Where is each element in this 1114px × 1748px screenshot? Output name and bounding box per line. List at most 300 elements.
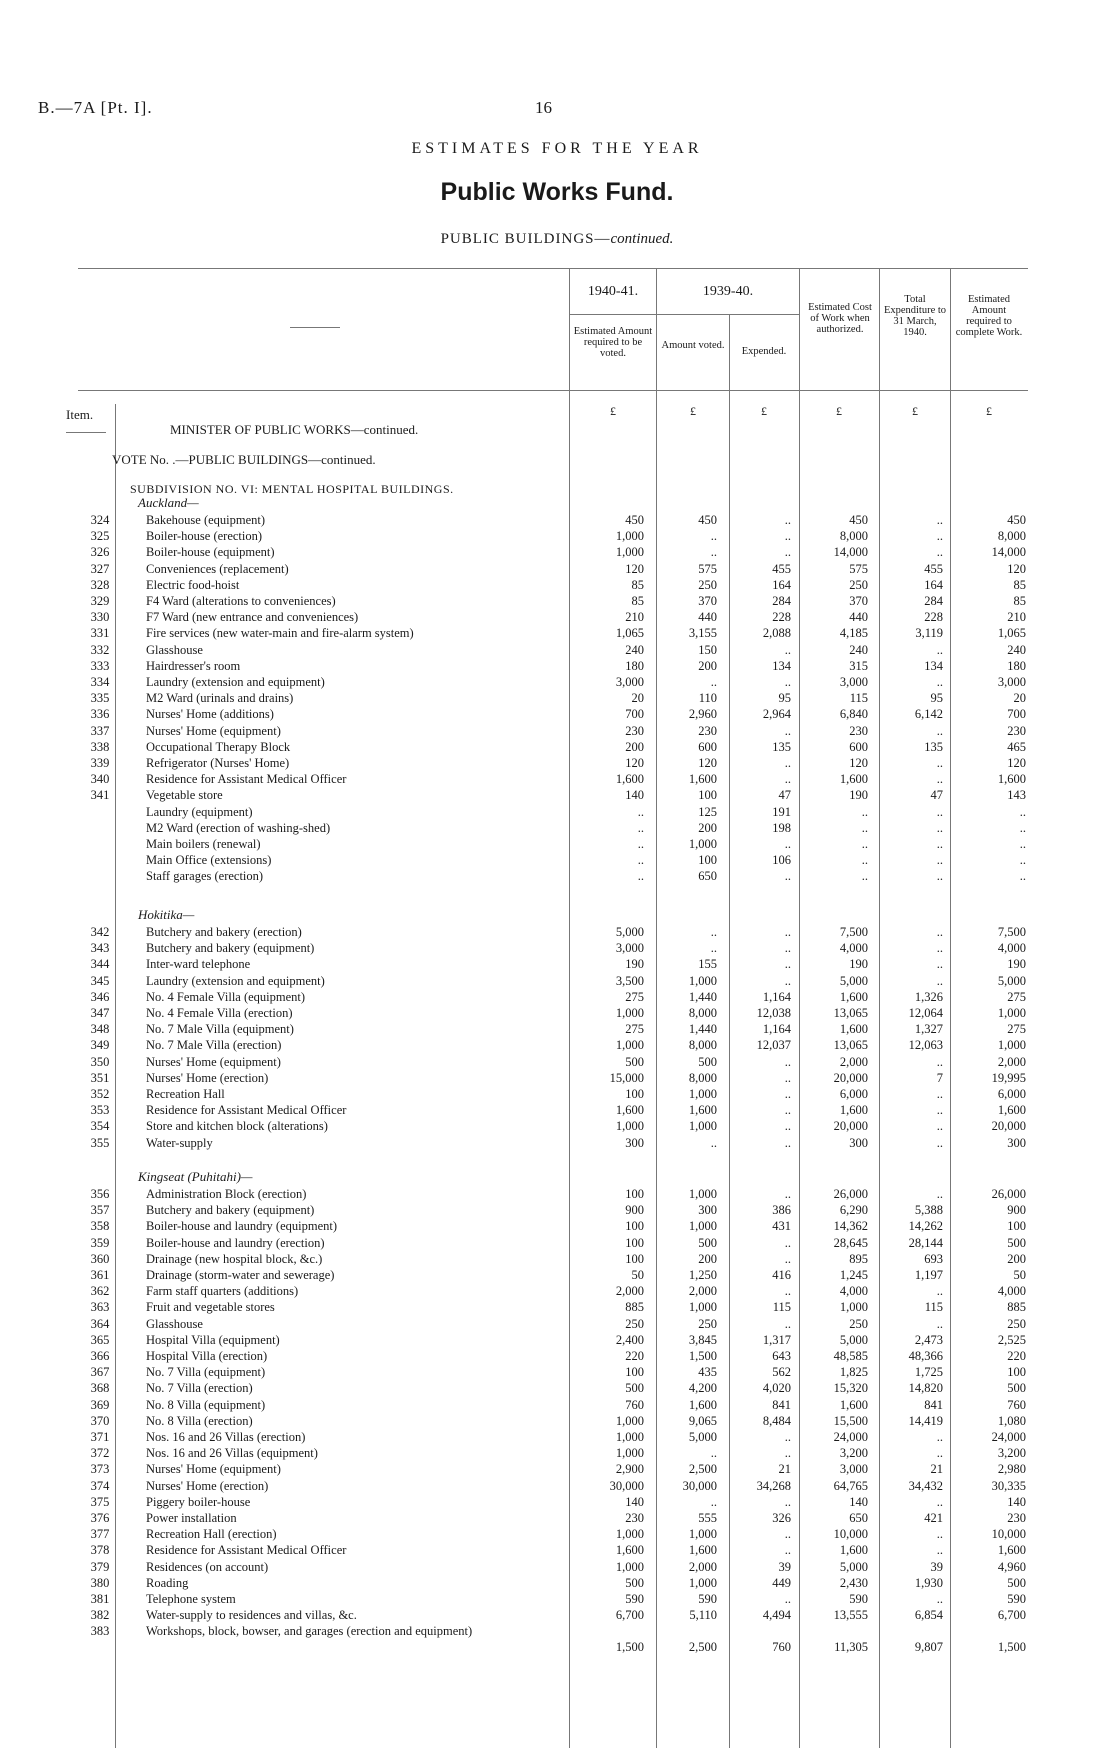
item-description: Water-supply bbox=[146, 1135, 213, 1150]
estimated-cost-cell: 14,362 bbox=[833, 1219, 868, 1234]
item-description: Hairdresser's room bbox=[146, 658, 241, 673]
item-number: 337 bbox=[90, 723, 110, 738]
estimated-cost-cell: 1,600 bbox=[839, 1543, 868, 1558]
estimated-amount-cell: 1,600 bbox=[615, 1543, 644, 1558]
total-expenditure-cell: .. bbox=[936, 804, 943, 819]
expended-cell: 1,164 bbox=[762, 1022, 791, 1037]
expended-cell: .. bbox=[784, 1087, 791, 1101]
table-row bbox=[0, 805, 1114, 821]
estimated-cost-cell: 20,000 bbox=[833, 1070, 868, 1085]
document-reference: B.—7A [Pt. I]. bbox=[38, 98, 153, 117]
table-row bbox=[0, 1055, 1114, 1071]
item-description: Hospital Villa (equipment) bbox=[146, 1332, 280, 1347]
item-description: Nos. 16 and 26 Villas (erection) bbox=[146, 1430, 306, 1444]
total-expenditure-cell: .. bbox=[936, 1284, 943, 1299]
estimated-complete-cell: 85 bbox=[1013, 577, 1026, 592]
table-row bbox=[0, 1430, 1114, 1446]
item-description: Telephone system bbox=[146, 1592, 236, 1606]
estimated-amount-cell: 6,700 bbox=[615, 1608, 644, 1623]
estimated-amount-cell: 700 bbox=[625, 707, 644, 722]
estimated-cost-cell: 28,645 bbox=[833, 1235, 868, 1250]
estimated-complete-cell: 590 bbox=[1007, 1592, 1026, 1606]
table-row bbox=[0, 821, 1114, 837]
estimated-cost-cell: 5,000 bbox=[839, 1559, 868, 1574]
amount-voted-cell: 125 bbox=[698, 804, 717, 819]
total-expenditure-cell: 693 bbox=[924, 1251, 943, 1266]
amount-voted-cell: 1,250 bbox=[688, 1268, 717, 1282]
estimated-amount-cell: 85 bbox=[631, 594, 644, 608]
estimated-amount-cell: 15,000 bbox=[609, 1070, 644, 1085]
estimated-amount-cell: 900 bbox=[625, 1203, 644, 1218]
item-description: F4 Ward (alterations to conveniences) bbox=[146, 594, 336, 608]
expended-cell: 386 bbox=[772, 1203, 791, 1218]
estimated-amount-cell: 220 bbox=[625, 1349, 644, 1363]
estimated-cost-cell: 5,000 bbox=[839, 1332, 868, 1347]
table-row bbox=[0, 1381, 1114, 1397]
estimated-cost-cell: 250 bbox=[849, 577, 868, 592]
estimated-cost-cell: 5,000 bbox=[839, 973, 868, 988]
amount-voted-cell: 600 bbox=[698, 739, 717, 754]
estimated-complete-cell: 1,600 bbox=[997, 772, 1026, 787]
estimated-amount-cell: 2,000 bbox=[615, 1284, 644, 1299]
item-description: Boiler-house and laundry (equipment) bbox=[146, 1219, 338, 1234]
section-title bbox=[0, 231, 1114, 248]
item-description: Nurses' Home (equipment) bbox=[146, 1462, 281, 1477]
total-expenditure-cell: .. bbox=[936, 957, 943, 972]
total-expenditure-cell: .. bbox=[936, 1103, 943, 1118]
expended-cell: .. bbox=[784, 529, 791, 544]
amount-voted-cell: 230 bbox=[698, 723, 717, 738]
estimated-cost-cell: 895 bbox=[849, 1251, 868, 1266]
table-row bbox=[0, 545, 1114, 561]
vote-heading: VOTE No. .—PUBLIC BUILDINGS—continued. bbox=[112, 452, 376, 467]
item-description: Residence for Assistant Medical Officer bbox=[146, 1543, 347, 1558]
estimated-amount-cell: 230 bbox=[625, 1511, 644, 1525]
group-heading: Hokitika— bbox=[138, 907, 195, 922]
estimated-cost-cell: 2,000 bbox=[839, 1054, 868, 1069]
expended-cell: .. bbox=[784, 1284, 791, 1299]
total-expenditure-cell: .. bbox=[936, 545, 943, 560]
item-description: Glasshouse bbox=[146, 642, 203, 657]
estimated-amount-cell: 1,000 bbox=[615, 1006, 644, 1020]
item-number: 332 bbox=[90, 642, 110, 657]
expended-cell: .. bbox=[784, 1446, 791, 1461]
table-row bbox=[0, 1462, 1114, 1478]
estimated-amount-cell: 760 bbox=[625, 1397, 644, 1412]
estimated-amount-cell: 140 bbox=[625, 1494, 644, 1509]
expended-cell: 2,088 bbox=[762, 626, 791, 641]
total-expenditure-cell: .. bbox=[936, 675, 943, 689]
table-row bbox=[0, 1414, 1114, 1430]
table-row bbox=[0, 643, 1114, 659]
total-expenditure-cell: .. bbox=[936, 1527, 943, 1542]
expended-cell: 47 bbox=[778, 788, 791, 803]
amount-voted-cell: .. bbox=[710, 925, 717, 939]
pound-sign: £ bbox=[912, 404, 918, 418]
group-heading: Kingseat (Puhitahi)— bbox=[138, 1169, 253, 1184]
item-number: 370 bbox=[90, 1413, 110, 1428]
item-number: 331 bbox=[90, 626, 110, 641]
item-description: Drainage (storm-water and sewerage) bbox=[146, 1268, 335, 1282]
amount-voted-cell: .. bbox=[710, 529, 717, 544]
estimated-complete-cell: 465 bbox=[1007, 739, 1026, 754]
item-description: No. 4 Female Villa (equipment) bbox=[146, 989, 306, 1004]
expended-cell: .. bbox=[784, 1235, 791, 1250]
item-number: 362 bbox=[90, 1284, 110, 1299]
item-number: 360 bbox=[90, 1251, 110, 1266]
estimated-cost-cell: 1,825 bbox=[839, 1365, 868, 1380]
table-row bbox=[0, 925, 1114, 941]
estimated-complete-cell: 3,000 bbox=[997, 675, 1026, 689]
expended-cell: 198 bbox=[772, 820, 791, 835]
total-expenditure-cell: 1,197 bbox=[914, 1268, 943, 1282]
year-1940-rule bbox=[570, 314, 656, 315]
item-description: M2 Ward (urinals and drains) bbox=[146, 691, 294, 706]
expended-cell: .. bbox=[784, 941, 791, 956]
item-description: Recreation Hall (erection) bbox=[146, 1527, 277, 1542]
estimated-amount-cell: 120 bbox=[625, 756, 644, 770]
table-row bbox=[0, 1136, 1114, 1152]
estimated-complete-cell: 230 bbox=[1007, 1511, 1026, 1525]
total-expenditure-cell: .. bbox=[936, 529, 943, 544]
estimated-cost-cell: 8,000 bbox=[839, 529, 868, 544]
amount-voted-cell: 1,440 bbox=[688, 1022, 717, 1037]
total-expenditure-cell: 7 bbox=[936, 1070, 943, 1085]
estimated-amount-cell: 1,000 bbox=[615, 545, 644, 560]
estimated-cost-cell: 48,585 bbox=[833, 1349, 868, 1363]
estimated-cost-cell: 1,600 bbox=[839, 1022, 868, 1037]
item-number: 363 bbox=[90, 1300, 110, 1315]
total-expenditure-cell: .. bbox=[936, 772, 943, 787]
table-row bbox=[0, 1071, 1114, 1087]
table-row bbox=[0, 724, 1114, 740]
estimated-cost-cell: 24,000 bbox=[833, 1430, 868, 1444]
estimated-complete-cell: 26,000 bbox=[991, 1187, 1026, 1201]
estimated-cost-cell: 590 bbox=[849, 1592, 868, 1606]
amount-voted-cell: .. bbox=[710, 545, 717, 560]
amount-voted-cell: 5,110 bbox=[689, 1608, 717, 1623]
item-description: Recreation Hall bbox=[146, 1087, 225, 1101]
table-row bbox=[0, 594, 1114, 610]
estimated-complete-cell: 300 bbox=[1007, 1135, 1026, 1150]
estimated-cost-cell: 1,600 bbox=[839, 772, 868, 787]
item-number: 330 bbox=[90, 610, 110, 625]
total-expenditure-cell: .. bbox=[936, 1430, 943, 1444]
pound-sign: £ bbox=[610, 404, 616, 418]
table-row bbox=[0, 1365, 1114, 1381]
estimated-amount-cell: 210 bbox=[625, 610, 644, 625]
expended-cell: .. bbox=[784, 723, 791, 738]
amount-voted-cell: 1,000 bbox=[688, 837, 717, 851]
table-row bbox=[0, 1333, 1114, 1349]
item-number: 369 bbox=[90, 1397, 110, 1412]
estimated-cost-cell: .. bbox=[861, 853, 868, 868]
total-expenditure-cell: 115 bbox=[924, 1300, 943, 1315]
subdivision-heading: SUBDIVISION NO. VI: MENTAL HOSPITAL BUILDINGS. bbox=[130, 482, 454, 496]
item-number: 355 bbox=[90, 1135, 110, 1150]
expended-cell: 106 bbox=[772, 853, 791, 868]
estimated-complete-cell: 5,000 bbox=[997, 973, 1026, 988]
total-expenditure-cell: 12,064 bbox=[908, 1006, 943, 1020]
estimated-cost-cell: 240 bbox=[849, 642, 868, 657]
item-description: Butchery and bakery (erection) bbox=[146, 925, 302, 939]
amount-voted-cell: 2,500 bbox=[688, 1640, 717, 1655]
header-year-1939: 1939-40. bbox=[702, 284, 754, 299]
table-row bbox=[0, 772, 1114, 788]
estimated-cost-cell: 26,000 bbox=[833, 1187, 868, 1201]
amount-voted-cell: 4,200 bbox=[688, 1381, 717, 1396]
estimated-amount-cell: .. bbox=[637, 837, 644, 851]
item-description: Residence for Assistant Medical Officer bbox=[146, 772, 347, 787]
amount-voted-cell: 3,845 bbox=[688, 1332, 717, 1347]
amount-voted-cell: 250 bbox=[698, 1316, 717, 1331]
estimated-cost-cell: 3,000 bbox=[839, 1462, 868, 1477]
table-row bbox=[0, 1022, 1114, 1038]
estimated-cost-cell: 7,500 bbox=[839, 925, 868, 939]
item-number: 336 bbox=[90, 707, 110, 722]
item-description: Drainage (new hospital block, &c.) bbox=[146, 1251, 323, 1266]
item-description: Nurses' Home (additions) bbox=[146, 707, 274, 722]
amount-voted-cell: 1,600 bbox=[688, 1543, 717, 1558]
item-description: Power installation bbox=[146, 1511, 237, 1525]
item-number: 325 bbox=[90, 529, 110, 544]
estimated-amount-cell: 85 bbox=[631, 577, 644, 592]
total-expenditure-cell: 5,388 bbox=[914, 1203, 943, 1218]
expended-cell: .. bbox=[784, 869, 791, 884]
estimated-complete-cell: 20 bbox=[1013, 691, 1026, 706]
amount-voted-cell: 300 bbox=[698, 1203, 717, 1218]
amount-voted-cell: 575 bbox=[698, 561, 717, 576]
expended-cell: .. bbox=[784, 957, 791, 972]
item-description: No. 7 Villa (equipment) bbox=[146, 1365, 266, 1380]
estimated-complete-cell: 2,000 bbox=[997, 1054, 1026, 1069]
amount-voted-cell: 200 bbox=[698, 820, 717, 835]
estimated-amount-cell: 180 bbox=[625, 658, 644, 673]
total-expenditure-cell: .. bbox=[936, 853, 943, 868]
item-label-rule bbox=[66, 432, 106, 433]
amount-voted-cell: 9,065 bbox=[688, 1413, 717, 1428]
expended-cell: 4,494 bbox=[762, 1608, 791, 1623]
item-description: Boiler-house (equipment) bbox=[146, 545, 275, 560]
estimated-complete-cell: 10,000 bbox=[991, 1527, 1026, 1542]
estimated-complete-cell: 4,000 bbox=[997, 1284, 1026, 1299]
amount-voted-cell: 1,440 bbox=[688, 989, 717, 1004]
estimated-cost-cell: 15,320 bbox=[833, 1381, 868, 1396]
expended-cell: 191 bbox=[772, 804, 791, 819]
table-row bbox=[0, 1268, 1114, 1284]
estimated-cost-cell: 370 bbox=[849, 594, 868, 608]
item-number: 372 bbox=[90, 1446, 110, 1461]
item-description: Laundry (extension and equipment) bbox=[146, 973, 325, 988]
item-description: F7 Ward (new entrance and conveniences) bbox=[146, 610, 359, 625]
amount-voted-cell: 450 bbox=[698, 513, 717, 527]
estimated-cost-cell: 575 bbox=[849, 561, 868, 576]
total-expenditure-cell: 6,854 bbox=[914, 1608, 943, 1623]
total-expenditure-cell: 34,432 bbox=[908, 1478, 943, 1493]
fund-title: Public Works Fund. bbox=[440, 178, 674, 206]
estimated-cost-cell: 1,600 bbox=[839, 989, 868, 1004]
estimated-amount-cell: 20 bbox=[631, 691, 644, 706]
item-description: No. 8 Villa (erection) bbox=[146, 1413, 253, 1428]
estimated-amount-cell: 1,000 bbox=[615, 1038, 644, 1053]
estimated-cost-cell: 20,000 bbox=[833, 1119, 868, 1134]
item-number: 340 bbox=[90, 772, 110, 787]
table-row bbox=[0, 562, 1114, 578]
estimated-cost-cell: .. bbox=[861, 837, 868, 851]
amount-voted-cell: 590 bbox=[698, 1592, 717, 1606]
estimated-cost-cell: 4,185 bbox=[839, 626, 868, 641]
estimated-cost-cell: 3,000 bbox=[839, 675, 868, 689]
table-row bbox=[0, 740, 1114, 756]
expended-cell: .. bbox=[784, 1316, 791, 1331]
expended-cell: .. bbox=[784, 1187, 791, 1201]
estimated-cost-cell: .. bbox=[861, 820, 868, 835]
header-total-expenditure: Total Expenditure to 31 March, 1940. bbox=[883, 294, 947, 338]
item-number: 339 bbox=[90, 756, 110, 770]
expended-cell: 8,484 bbox=[762, 1413, 791, 1428]
total-expenditure-cell: 14,419 bbox=[908, 1413, 943, 1428]
item-description: No. 4 Female Villa (erection) bbox=[146, 1006, 293, 1020]
header-amount-voted: Amount voted. bbox=[661, 340, 725, 351]
section-title-main: PUBLIC BUILDINGS— bbox=[440, 231, 611, 247]
estimated-amount-cell: 500 bbox=[625, 1381, 644, 1396]
expended-cell: 643 bbox=[772, 1349, 791, 1363]
estimated-complete-cell: 240 bbox=[1007, 642, 1026, 657]
expended-cell: .. bbox=[784, 973, 791, 988]
item-number: 378 bbox=[90, 1543, 110, 1558]
estimated-cost-cell: 6,840 bbox=[839, 707, 868, 722]
total-expenditure-cell: 164 bbox=[924, 577, 943, 592]
item-number: 356 bbox=[90, 1187, 110, 1201]
estimated-amount-cell: 100 bbox=[625, 1087, 644, 1101]
table-row bbox=[0, 1300, 1114, 1316]
item-description: Butchery and bakery (equipment) bbox=[146, 941, 315, 956]
table-row bbox=[0, 1511, 1114, 1527]
estimated-cost-cell: 440 bbox=[849, 610, 868, 625]
expended-cell: 95 bbox=[778, 691, 791, 706]
year-1939-rule bbox=[657, 314, 799, 315]
table-row bbox=[0, 1446, 1114, 1462]
amount-voted-cell: 2,000 bbox=[688, 1559, 717, 1574]
estimated-cost-cell: 4,000 bbox=[839, 1284, 868, 1299]
estimated-cost-cell: 4,000 bbox=[839, 941, 868, 956]
item-description: Fire services (new water-main and fire-alarm system) bbox=[146, 626, 414, 641]
header-year-1940: 1940-41. bbox=[587, 284, 639, 299]
expended-cell: 115 bbox=[772, 1300, 791, 1315]
item-number: 371 bbox=[90, 1430, 110, 1444]
table-row bbox=[0, 1560, 1114, 1576]
estimated-complete-cell: 220 bbox=[1007, 1349, 1026, 1363]
table-row bbox=[0, 1187, 1114, 1203]
amount-voted-cell: .. bbox=[710, 1494, 717, 1509]
table-row bbox=[0, 1087, 1114, 1103]
estimated-complete-cell: 1,000 bbox=[997, 1006, 1026, 1020]
pound-sign: £ bbox=[761, 404, 767, 418]
estimated-amount-cell: 450 bbox=[625, 513, 644, 527]
expended-cell: 134 bbox=[772, 658, 791, 673]
item-description: Hospital Villa (erection) bbox=[146, 1349, 268, 1363]
expended-cell: .. bbox=[784, 642, 791, 657]
item-number: 349 bbox=[90, 1038, 110, 1053]
expended-cell: .. bbox=[784, 1135, 791, 1150]
estimated-complete-cell: 1,600 bbox=[997, 1543, 1026, 1558]
estimated-amount-cell: 120 bbox=[625, 561, 644, 576]
estimated-complete-cell: 1,080 bbox=[997, 1413, 1026, 1428]
total-expenditure-cell: 28,144 bbox=[908, 1235, 943, 1250]
estimated-cost-cell: 6,290 bbox=[839, 1203, 868, 1218]
item-description: Nurses' Home (equipment) bbox=[146, 1054, 281, 1069]
amount-voted-cell: 1,000 bbox=[688, 1575, 717, 1590]
total-expenditure-cell: 421 bbox=[924, 1511, 943, 1525]
estimated-complete-cell: 500 bbox=[1007, 1381, 1026, 1396]
amount-voted-cell: 250 bbox=[698, 577, 717, 592]
total-expenditure-cell: .. bbox=[936, 642, 943, 657]
amount-voted-cell: .. bbox=[710, 1135, 717, 1150]
table-row bbox=[0, 675, 1114, 691]
item-description: No. 7 Male Villa (equipment) bbox=[146, 1022, 294, 1037]
expended-cell: .. bbox=[784, 675, 791, 689]
item-description: Administration Block (erection) bbox=[146, 1187, 307, 1201]
total-expenditure-cell: 2,473 bbox=[914, 1332, 943, 1347]
expended-cell: 841 bbox=[772, 1397, 791, 1412]
estimated-amount-cell: 100 bbox=[625, 1235, 644, 1250]
amount-voted-cell: 8,000 bbox=[688, 1038, 717, 1053]
estimated-complete-cell: 760 bbox=[1007, 1397, 1026, 1412]
item-number: 365 bbox=[90, 1332, 110, 1347]
table-row bbox=[0, 1576, 1114, 1592]
table-row bbox=[0, 1103, 1114, 1119]
estimated-complete-cell: .. bbox=[1019, 820, 1026, 835]
estimated-amount-cell: 1,065 bbox=[615, 626, 644, 641]
estimated-cost-cell: 230 bbox=[849, 723, 868, 738]
item-number: 381 bbox=[90, 1592, 110, 1606]
expended-cell: 228 bbox=[772, 610, 791, 625]
estimated-complete-cell: 143 bbox=[1007, 788, 1026, 803]
item-description: Boiler-house (erection) bbox=[146, 529, 263, 544]
estimated-amount-cell: .. bbox=[637, 869, 644, 884]
expended-cell: 562 bbox=[772, 1365, 791, 1380]
table-row bbox=[0, 578, 1114, 594]
estimated-complete-cell: .. bbox=[1019, 804, 1026, 819]
header-bottom-rule bbox=[78, 390, 1028, 391]
item-description: Residences (on account) bbox=[146, 1559, 269, 1574]
amount-voted-cell: 200 bbox=[698, 1251, 717, 1266]
total-expenditure-cell: 21 bbox=[930, 1462, 943, 1477]
item-number: 364 bbox=[90, 1316, 110, 1331]
item-description: Workshops, block, bowser, and garages (erection and equipment) bbox=[146, 1624, 473, 1639]
table-row bbox=[0, 1624, 1114, 1655]
total-expenditure-cell: 47 bbox=[930, 788, 943, 803]
amount-voted-cell: 1,500 bbox=[688, 1349, 717, 1363]
amount-voted-cell: 440 bbox=[698, 610, 717, 625]
total-expenditure-cell: 1,326 bbox=[914, 989, 943, 1004]
estimated-amount-cell: 1,000 bbox=[615, 1119, 644, 1134]
item-number: 353 bbox=[90, 1103, 110, 1118]
amount-voted-cell: 1,000 bbox=[688, 1119, 717, 1134]
table-row bbox=[0, 869, 1114, 885]
pound-sign: £ bbox=[986, 404, 992, 418]
expended-cell: .. bbox=[784, 772, 791, 787]
item-column-label: Item. bbox=[66, 407, 94, 422]
total-expenditure-cell: 228 bbox=[924, 610, 943, 625]
estimated-complete-cell: 50 bbox=[1013, 1268, 1026, 1282]
estimated-cost-cell: 13,065 bbox=[833, 1038, 868, 1053]
expended-cell: 21 bbox=[778, 1462, 791, 1477]
estimated-amount-cell: 1,000 bbox=[615, 1559, 644, 1574]
table-row bbox=[0, 513, 1114, 529]
estimated-cost-cell: 14,000 bbox=[833, 545, 868, 560]
total-expenditure-cell: 6,142 bbox=[914, 707, 943, 722]
